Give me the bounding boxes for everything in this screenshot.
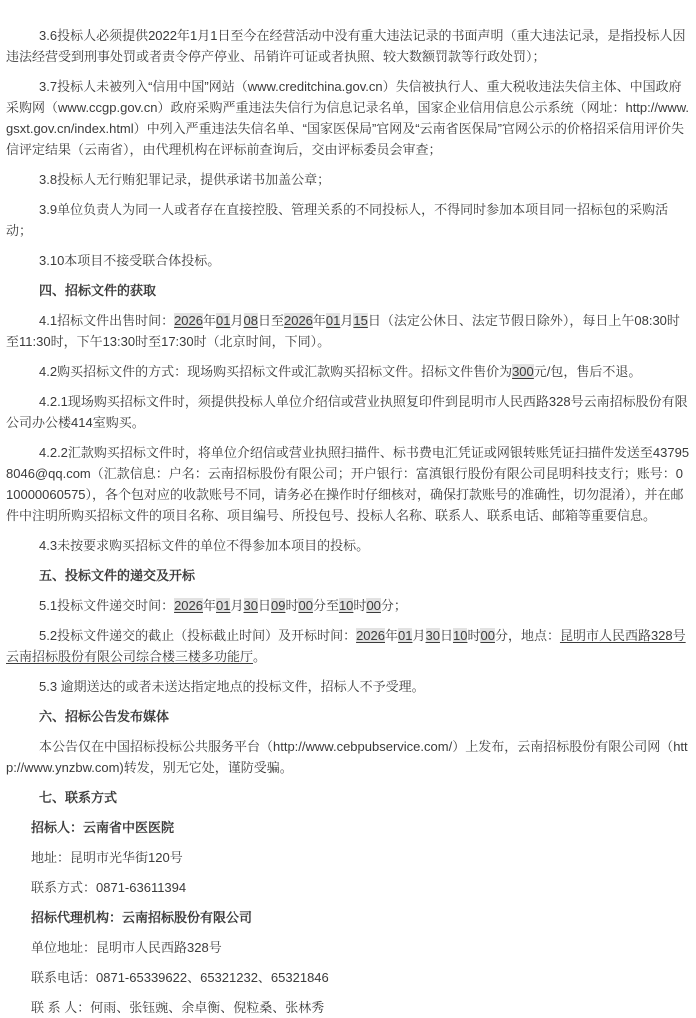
form-field-text: 2026	[174, 598, 203, 613]
text-run: 5.3 逾期送达的或者未送达指定地点的投标文件，招标人不予受理。	[39, 679, 425, 694]
text-run: 月	[230, 313, 244, 328]
section-6-heading	[6, 706, 690, 727]
text-run: 时	[285, 598, 299, 613]
form-field-text: 2026	[283, 313, 313, 328]
text-run: 本公告仅在中国招标投标公共服务平台（http://www.cebpubservice.com/）上发布，云南招标股份有限公司网（http://www.ynzbw.com)转发，别无它处，谨防受骗。	[6, 739, 688, 775]
text-run: 日（法定公休日、法定节假日除外），每日上午08:30时至11:30时，下午13:30时至17:30时（北京时间，下同）。	[6, 313, 680, 349]
text-run: 六、招标公告发布媒体	[39, 709, 170, 724]
text-run: 分；	[380, 598, 407, 613]
text-run: 七、联系方式	[39, 790, 118, 805]
clause-5-3	[6, 676, 690, 697]
text-run: 。	[253, 649, 267, 664]
text-run: 时	[467, 628, 481, 643]
text-run: 3.10本项目不接受联合体投标。	[39, 253, 221, 268]
form-field-text: 2026	[174, 313, 203, 328]
form-field-text: 10	[452, 628, 468, 643]
text-run: 联系电话：0871-65339622、65321232、65321846	[31, 970, 329, 985]
form-field-text: 01	[398, 628, 413, 643]
text-run: 元/包，售后不退。	[533, 364, 642, 379]
clause-3-10	[6, 250, 690, 271]
text-run: 4.2.1现场购买招标文件时，须提供投标人单位介绍信或营业执照复印件到昆明市人民西路328号云南招标股份有限公司办公楼414室购买。	[6, 394, 688, 430]
form-field-text: 15	[353, 313, 368, 328]
section-4-heading	[6, 280, 690, 301]
clause-4-2-1	[6, 391, 690, 433]
text-run: 地址：昆明市光华街120号	[31, 850, 183, 865]
agency-phone	[6, 967, 690, 988]
text-run: 月	[412, 628, 426, 643]
clause-3-6	[6, 25, 690, 67]
text-run: 分至	[312, 598, 339, 613]
text-run: 4.2购买招标文件的方式：现场购买招标文件或汇款购买招标文件。招标文件售价为	[39, 364, 513, 379]
text-run: 年	[385, 628, 399, 643]
text-run: 日	[439, 628, 453, 643]
text-run: 联系方式：0871-63611394	[31, 880, 187, 895]
text-run: 五、投标文件的递交及开标	[39, 568, 196, 583]
form-field-text: 08	[243, 313, 258, 328]
text-run: 3.8投标人无行贿犯罪记录，提供承诺书加盖公章；	[39, 172, 331, 187]
clause-3-9	[6, 199, 690, 241]
agency-name	[6, 907, 690, 928]
text-run: 联 系 人：何雨、张钰豌、余卓衡、倪粒桑、张林秀	[31, 1000, 325, 1015]
form-field-text: 昆明市人民西路328号云南招标股份有限公司综合楼三楼多功能厅	[6, 628, 686, 664]
text-run: 时	[353, 598, 367, 613]
text-run: 4.1招标文件出售时间：	[39, 313, 175, 328]
text-run: 3.6投标人必须提供2022年1月1日至今在经营活动中没有重大违法记录的书面声明（重大违法记录，是指投标人因违法经营受到刑事处罚或者责令停产停业、吊销许可证或者执照、较大数额罚款等行政处罚）；	[6, 28, 686, 64]
form-field-text: 00	[298, 598, 313, 613]
text-run: 日	[257, 598, 271, 613]
text-run: 四、招标文件的获取	[39, 283, 157, 298]
text-run: 4.3未按要求购买招标文件的单位不得参加本项目的投标。	[39, 538, 370, 553]
text-run: 单位地址：昆明市人民西路328号	[31, 940, 222, 955]
text-run: 3.9单位负责人为同一人或者存在直接控股、管理关系的不同投标人，不得同时参加本项目同一招标包的采购活动；	[6, 202, 669, 238]
clause-5-1	[6, 595, 690, 616]
form-field-text: 09	[270, 598, 286, 613]
text-run: 3.7投标人未被列入“信用中国”网站（www.creditchina.gov.cn）失信被执行人、重大税收违法失信主体、中国政府采购网（www.ccgp.gov.cn）政府采购严重违法失信行为信息记录名单，国家企业信用信息公示系统（网址：http://www.gsxt.gov.cn/index.html）中列入严重违法失信名单、“国家医保局”官网及“云南省医保局”官网公示的价格招采信用评价失信评定结果（云南省），由代理机构在评标前查询后，交由评标委员会审查；	[6, 79, 690, 157]
agency-address	[6, 937, 690, 958]
form-field-text: 01	[216, 313, 231, 328]
text-run: 招标代理机构：云南招标股份有限公司	[31, 910, 253, 925]
text-run: 月	[340, 313, 354, 328]
form-field-text: 01	[325, 313, 341, 328]
text-run: 分，地点：	[494, 628, 560, 643]
text-run: 招标人：云南省中医医院	[31, 820, 175, 835]
bidder-phone	[6, 877, 690, 898]
form-field-text: 01	[216, 598, 231, 613]
text-run: 5.1投标文件递交时间：	[39, 598, 175, 613]
form-field-text: 30	[243, 598, 258, 613]
clause-4-2-2	[6, 442, 690, 526]
clause-5-2	[6, 625, 690, 667]
text-run: 月	[230, 598, 244, 613]
clause-4-2	[6, 361, 690, 382]
form-field-text: 10	[338, 598, 354, 613]
text-run: 年	[312, 313, 326, 328]
document-body	[6, 25, 690, 1018]
bidder-name	[6, 817, 690, 838]
text-run: 4.2.2汇款购买招标文件时，将单位介绍信或营业执照扫描件、标书费电汇凭证或网银转账凭证扫描件发送至437958046@qq.com（汇款信息：户名：云南招标股份有限公司；开户银行：富滇银行股份有限公司昆明科技支行；账号：010000060575），各个包对应的收款账号不同，请务必在操作时仔细核对，确保打款账号的准确性，切勿混淆），并在邮件中注明所购买招标文件的项目名称、项目编号、所投包号、投标人名称、联系人、联系电话、邮箱等重要信息。	[6, 445, 690, 523]
text-run: 日至	[257, 313, 284, 328]
clause-3-8	[6, 169, 690, 190]
form-field-text: 2026	[356, 628, 385, 643]
form-field-text: 30	[425, 628, 440, 643]
bidder-address	[6, 847, 690, 868]
clause-4-1	[6, 310, 690, 352]
section-7-heading	[6, 787, 690, 808]
text-run: 5.2投标文件递交的截止（投标截止时间）及开标时间：	[39, 628, 357, 643]
form-field-text: 00	[366, 598, 381, 613]
clause-3-7	[6, 76, 690, 160]
clause-6-body	[6, 736, 690, 778]
form-field-text: 300	[512, 364, 534, 379]
text-run: 年	[203, 313, 217, 328]
section-5-heading	[6, 565, 690, 586]
contact-persons	[6, 997, 690, 1018]
form-field-text: 00	[480, 628, 495, 643]
clause-4-3	[6, 535, 690, 556]
text-run: 年	[203, 598, 217, 613]
